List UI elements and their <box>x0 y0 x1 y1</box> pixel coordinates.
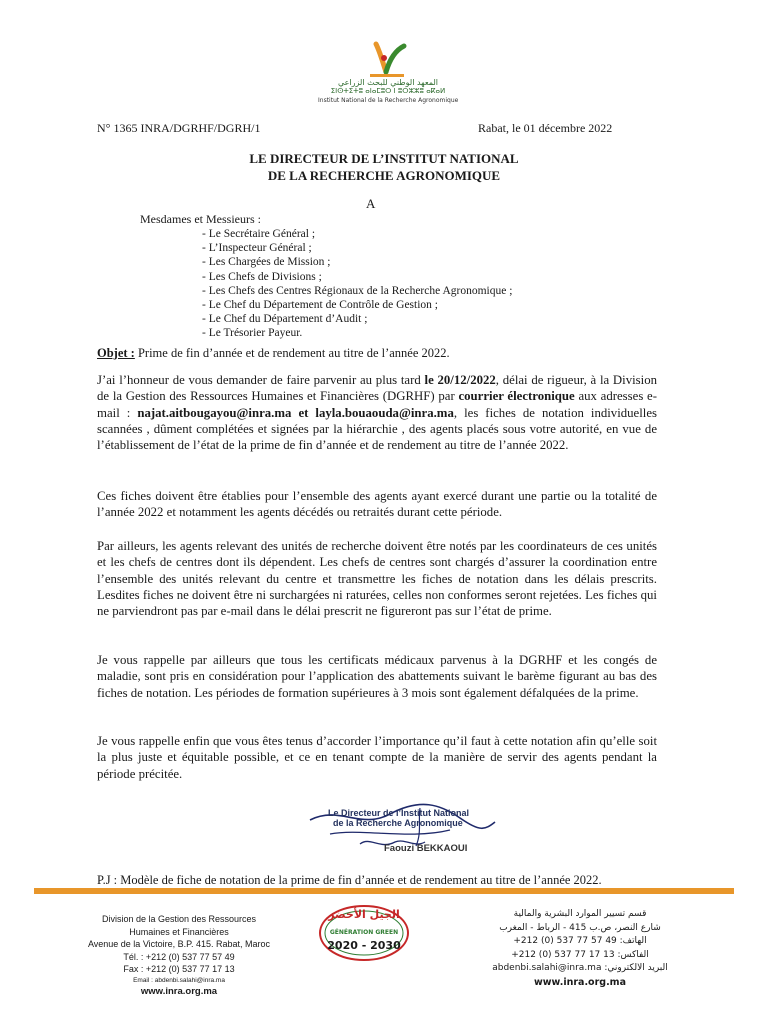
paragraph-coordination: Par ailleurs, les agents relevant des unités de recherche doivent être notés par les coordinateurs de ces unités et les chefs de centres dont ils dépendent. Les chefs de centres sont chargés d’assurer la coordination entre l’ensemble des unités relevant du centre et transmettre les fiches de notation dans les délais prescrits. Lesdites fiches ne doivent être ni surchargées ni raturées, celles non conformes seront rejetées. Les fiches qui ne parviendront pas par e-mail dans le délai prescrit ne figureront pas sur l’état de prime. <box>97 539 657 619</box>
logo-name-french: Institut National de la Recherche Agronomique <box>318 97 459 104</box>
footer-left-line-2: Humaines et Financières <box>129 926 229 937</box>
place-date: Rabat, le 01 décembre 2022 <box>478 121 613 135</box>
footer-right-fax: الفاكس: 13 17 77 537 (0) 212+ <box>511 949 649 960</box>
footer-left-fax: Fax : +212 (0) 537 77 17 13 <box>123 964 235 974</box>
p1-text-e: aux adresses e-mail : <box>97 389 657 420</box>
footer-left-email: Email : abdenbi.salahi@inra.ma <box>133 976 225 984</box>
addressee-marker: A <box>366 196 376 211</box>
footer-address-arabic <box>470 908 690 989</box>
signer-name: Faouzi BEKKAOUI <box>384 843 468 854</box>
inra-logo-emblem-icon <box>358 38 418 78</box>
recipient-item: - Les Chefs de Divisions ; <box>202 270 322 283</box>
reference-number: N° 1365 INRA/DGRHF/DGRH/1 <box>97 121 261 135</box>
footer-right-line-1: قسم تسيير الموارد البشرية والمالية <box>513 909 647 919</box>
footer-right-website: www.inra.org.ma <box>534 976 626 988</box>
footer-right-tel: الهاتف: 49 57 77 537 (0) 212+ <box>513 936 647 946</box>
subject-line <box>97 346 450 361</box>
letter-title <box>120 150 648 184</box>
signature-stamp-line-2: de la Recherche Agronomique <box>333 818 463 828</box>
badge-arabic: الجيل الأخضر <box>328 908 400 921</box>
salutation: Mesdames et Messieurs : <box>140 212 261 226</box>
p1-text-g: , les fiches de notation individuelles scannées , dûment complétées et signées par la hiérarchie , des agents placés sous votre autorité, en vue de l’établissement de l’état de la prime de fin d’année et de rendement au titre de l’année 2022. <box>97 405 658 453</box>
logo-name-tifinagh: ⵉⵏⵙⵜⵉⵜⵓ ⴰⵏⴰⵎⵓⵔ ⵏ ⵓⵔⵣⵣⵓ ⴰⴽⴰⵍ <box>330 87 446 95</box>
p1-text-c: , délai de rigueur, à la Division de la Gestion des Ressources Humaines et Financières (DGRHF) par <box>97 373 658 404</box>
recipient-list <box>202 227 512 341</box>
recipient-item: - Les Chargées de Mission ; <box>202 256 331 269</box>
signature-stamp-line-1: Le Directeur de l’Institut National <box>328 808 470 818</box>
p1-deadline: le 20/12/2022 <box>424 373 496 387</box>
attachment-note: P.J : Modèle de fiche de notation de la prime de fin d’année et de rendement au titre de l’année 2022. <box>97 873 602 887</box>
recipient-item: - L’Inspecteur Général ; <box>202 242 312 255</box>
paragraph-medical: Je vous rappelle par ailleurs que tous les certificats médicaux parvenus à la DGRHF et les congés de maladie, sont pris en considération pour l’application des abattements suivant le barème figurant au bas des fiches de notation. Les périodes de formation supérieures à 3 mois sont également défalquées de la prime. <box>97 653 657 700</box>
p1-channel: courrier électronique <box>458 389 575 404</box>
recipient-item: - Le Secrétaire Général ; <box>202 228 316 240</box>
badge-english: GÉNÉRATION GREEN <box>329 929 399 936</box>
subject-text: Prime de fin d’année et de rendement au titre de l’année 2022. <box>134 346 450 360</box>
logo-name-arabic: المعهد الوطني للبحث الزراعي <box>337 78 439 87</box>
footer-right-email: البريد الالكتروني: abdenbi.salahi@inra.ma <box>492 963 668 973</box>
recipient-item: - Le Chef du Département de Contrôle de Gestion ; <box>202 299 438 312</box>
footer-left-line-1: Division de la Gestion des Ressources <box>101 914 257 924</box>
footer-address-french <box>60 913 298 998</box>
title-line-2: DE LA RECHERCHE AGRONOMIQUE <box>267 168 501 183</box>
footer-left-tel: Tél. : +212 (0) 537 77 57 49 <box>123 951 235 962</box>
title-line-1: LE DIRECTEUR DE L’INSTITUT NATIONAL <box>249 151 519 166</box>
footer-left-website: www.inra.org.ma <box>140 985 218 997</box>
footer-divider <box>34 888 734 894</box>
subject-label: Objet : <box>97 346 135 360</box>
recipient-item: - Le Trésorier Payeur. <box>202 327 303 340</box>
paragraph-scope: Ces fiches doivent être établies pour l’ensemble des agents ayant exercé durant une partie ou la totalité de l’année 2022 et notamment les agents décédés ou retraités durant cette période. <box>97 489 657 520</box>
paragraph-request <box>97 372 657 453</box>
inra-logo <box>318 38 458 128</box>
p1-text-a: J’ai l’honneur de vous demander de faire parvenir au plus tard <box>97 373 425 387</box>
recipient-item: - Les Chefs des Centres Régionaux de la Recherche Agronomique ; <box>202 284 513 297</box>
badge-years: 2020 - 2030 <box>327 939 401 952</box>
footer-left-line-3: Avenue de la Victoire, B.P. 415. Rabat, Maroc <box>87 939 271 949</box>
recipient-item: - Le Chef du Département d’Audit ; <box>202 313 368 326</box>
footer-right-line-2: شارع النصر، ص.ب 415 - الرباط - المغرب <box>499 922 661 933</box>
p1-emails: najat.aitbougayou@inra.ma et layla.bouaouda@inra.ma <box>137 405 454 420</box>
paragraph-closing: Je vous rappelle enfin que vous êtes tenus d’accorder l’importance qu’il faut à cette notation afin qu’elle soit la plus juste et équitable possible, et ce en tenant compte de la manière de servir des agents pendant la période précitée. <box>97 734 657 781</box>
